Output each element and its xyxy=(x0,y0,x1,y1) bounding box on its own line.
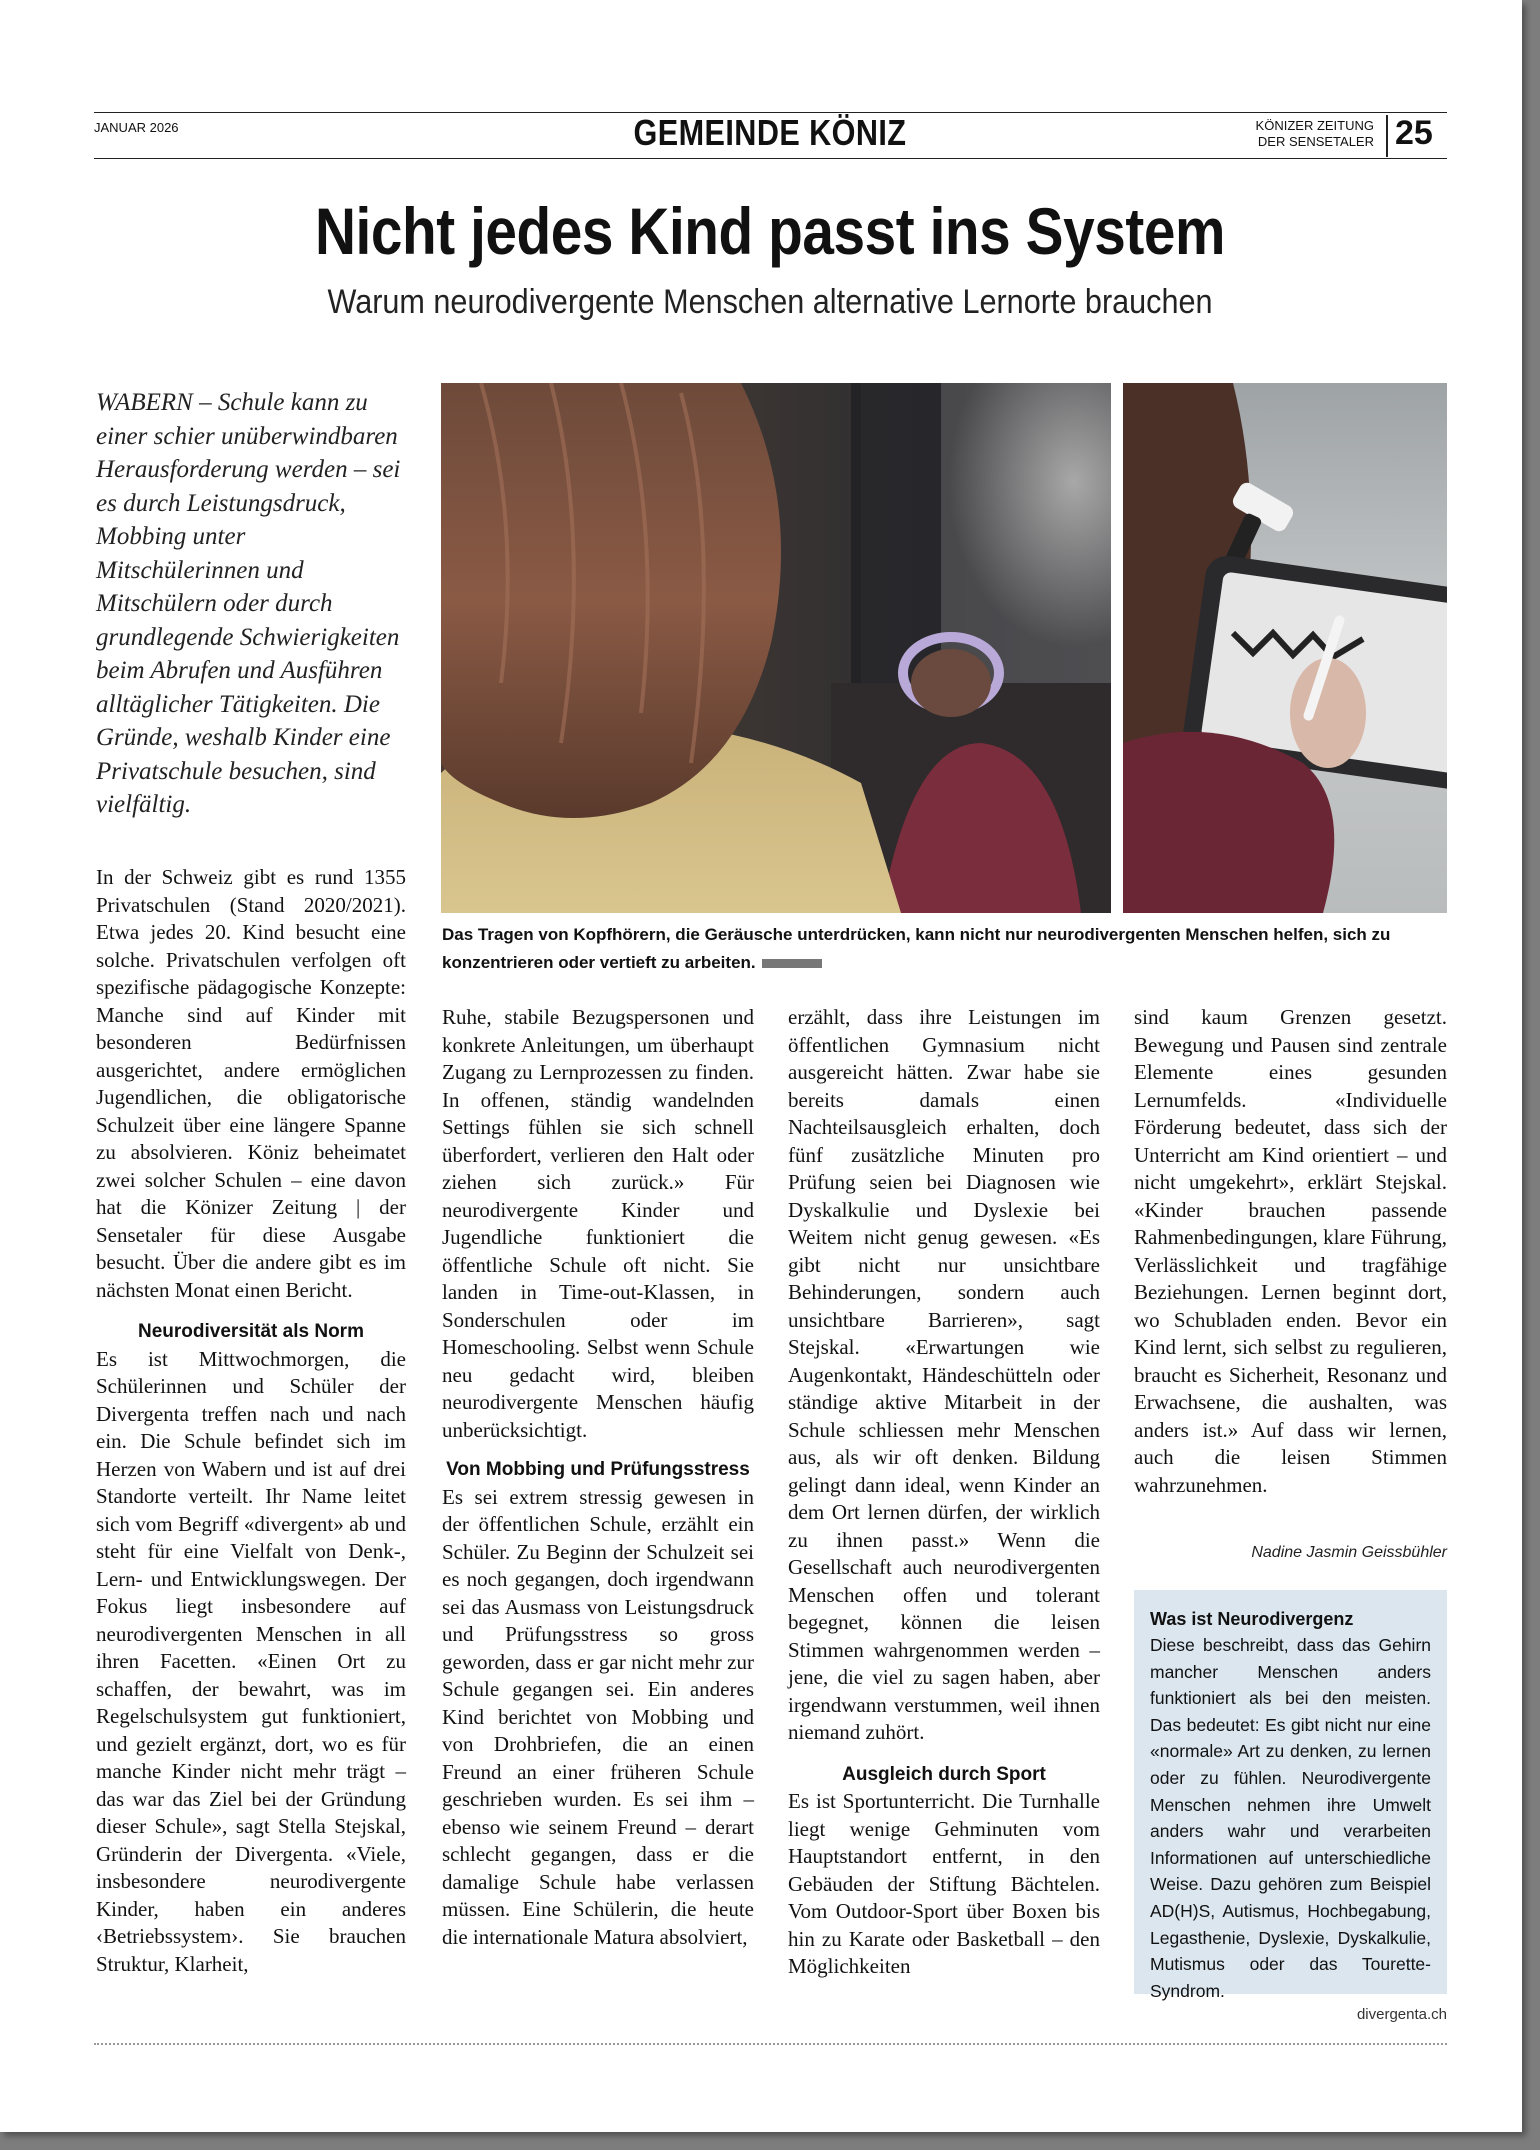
column-3-paragraph-1: erzählt, dass ihre Leistungen im öffentlichen Gymnasium nicht ausgereicht hätten. Zwar habe sie bereits damals einen Nachteilsausgleich erhalten, doch fünf zusätzliche Minuten pro Prüfung seien bei Diagnosen wie Dyskalkulie und Dyslexie bei Weitem nicht genug gewesen. «Es gibt nicht nur unsichtbare Behinderungen, sondern auch unsichtbare Barrieren», sagt Stejskal. «Erwartungen wie Augenkontakt, Händeschütteln oder ständige aktive Mitarbeit in der Schule schliessen mehr Menschen aus, als wir oft denken. Bildung gelingt dann ideal, wenn Kinder an dem Ort lernen dürfen, der wirklich zu ihnen passt.» Wenn die Gesellschaft auch neurodivergenten Menschen offen und tolerant begegnet, können die leisen Stimmen wahrgenommen werden – jene, die viel zu sagen haben, aber irgendwann verstummen, weil ihnen niemand zuhört. xyxy=(788,1005,1100,1744)
column-4-paragraph-1: sind kaum Grenzen gesetzt. Bewegung und Pausen sind zentrale Elemente eines gesunden Lernumfelds. «Individuelle Förderung bedeutet, dass sich der Unterricht am Kind orientiert – und nicht umgekehrt», erklärt Stejskal. «Kinder brauchen passende Rahmenbedingungen, klare Führung, Verlässlichkeit und tragfähige Beziehungen. Lernen beginnt dort, wo Schubladen enden. Bevor ein Kind lernt, sich selbst zu regulieren, braucht es Sicherheit, Resonanz und Erwachsene, die aushalten, was anders ist.» Auf dass wir lernen, auch die leisen Stimmen wahrzunehmen. xyxy=(1134,1005,1447,1497)
header-separator xyxy=(1386,115,1388,157)
photo-girl-long-hair-image xyxy=(441,383,1111,913)
article-column-3 xyxy=(788,1004,1100,1981)
article-subheadline: Warum neurodivergente Menschen alternative Lernorte brauchen xyxy=(327,283,1213,321)
photo-caption-text: Das Tragen von Kopfhörern, die Geräusche unterdrücken, kann nicht nur neurodivergenten Menschen helfen, sich zu konzentrieren oder vertieft zu arbeiten. xyxy=(442,925,1391,972)
subheading-mobbing: Von Mobbing und Prüfungsstress xyxy=(446,1459,750,1480)
column-2-paragraph-2: Es sei extrem stressig gewesen in der öffentlichen Schule, erzählt ein Schüler. Zu Beginn der Schulzeit sei es noch gegangen, doch irgendwann sei das Ausmass von Leistungsdruck und Prüfungsstress so gross geworden, dass er gar nicht mehr zur Schule gegangen sei. Ein anderes Kind berichtet von Mobbing und von Drohbriefen, die an einen Freund an einer früheren Schule geschrieben wurden. Es sei ihm – ebenso wie seinem Freund – derart schlecht gegangen, dass er die damalige Schule habe verlassen müssen. Eine Schülerin, die heute die internationale Matura absolviert, xyxy=(442,1484,754,1949)
article-author: Nadine Jasmin Geissbühler xyxy=(1251,1544,1447,1561)
subheading-sport: Ausgleich durch Sport xyxy=(842,1763,1046,1785)
article-column-1 xyxy=(96,864,406,1978)
info-box-text: Diese beschreibt, dass das Gehirn mancher Menschen anders funktioniert als bei den meisten. Das bedeutet: Es gibt nicht nur eine «normale» Art zu denken, zu lernen oder zu fühlen. Neurodivergente Menschen nehmen ihre Umwelt anders wahr und verarbeiten Informationen auf unterschiedliche Weise. Dazu gehören zum Beispiel AD(H)S, Autismus, Hochbegabung, Legasthenie, Dyslexie, Dyskalkulie, Mutismus oder das Tourette-Syndrom. xyxy=(1150,1635,1431,2001)
article-column-2 xyxy=(442,1004,754,1951)
column-3-paragraph-2: Es ist Sportunterricht. Die Turnhalle liegt wenige Gehminuten vom Hauptstandort entfernt, in den Gebäuden der Stiftung Bächtelen. Vom Outdoor-Sport über Boxen bis hin zu Karate oder Basketball – den Möglichkeiten xyxy=(788,1789,1100,1978)
column-1-paragraph-1: In der Schweiz gibt es rund 1355 Privatschulen (Stand 2020/2021). Etwa jedes 20. Kind besucht eine solche. Privatschulen verfolgen oft spezifische pädagogische Konzepte: Manche sind auf Kinder mit besonderen Bedürfnissen ausgerichtet, andere ermöglichen Jugendlichen, die obligatorische Schulzeit über eine längere Spanne zu absolvieren. Köniz beheimatet zwei solcher Schulen – eine davon hat die Könizer Zeitung | der Sensetaler für diese Ausgabe besucht. Über die andere gibt es im nächsten Monat einen Bericht. xyxy=(96,865,406,1302)
column-1-paragraph-2: Es ist Mittwochmorgen, die Schülerinnen und Schüler der Divergenta treffen nach und nach ein. Die Schule befindet sich im Herzen von Wabern und ist auf drei Standorte verteilt. Ihr Name leitet sich vom Begriff «divergent» ab und steht für eine Vielfalt von Denk-, Lern- und Entwicklungswegen. Der Fokus liegt insbesondere auf neurodivergenten Menschen in all ihren Facetten. «Einen Ort zu schaffen, der bewahrt, was im Regelschulsystem gut funktioniert, und gezielt ergänzt, dort, wo es für manche Kinder nicht mehr trägt – das war das Ziel bei der Gründung dieser Schule», sagt Stella Stejskal, Gründerin der Divergenta. «Viele, insbesondere neurodivergente Kinder, haben ein anderes ‹Betriebssystem›. Sie brauchen Struktur, Klarheit, xyxy=(96,1346,406,1976)
newspaper-name-line1: KÖNIZER ZEITUNG xyxy=(1255,118,1374,133)
issue-date: JANUAR 2026 xyxy=(94,120,179,135)
info-box-title: Was ist Neurodivergenz xyxy=(1150,1609,1354,1629)
newspaper-name xyxy=(1256,118,1374,150)
source-website: divergenta.ch xyxy=(1356,2006,1447,2023)
photo-girl-long-hair xyxy=(441,383,1111,913)
article-column-4 xyxy=(1134,1004,1447,1499)
page-number: 25 xyxy=(1395,114,1433,152)
photo-tablet-hands-image xyxy=(1123,383,1447,913)
header-bottom-rule xyxy=(94,158,1447,159)
article-lead: WABERN – Schule kann zu einer schier unüberwindbaren Herausforderung werden – sei es durch Leistungsdruck, Mobbing unter Mitschülerinnen und Mitschülern oder durch grundlegende Schwierigkeiten beim Abrufen und Ausführen alltäglicher Tätigkeiten. Die Gründe, weshalb Kinder eine Privatschule besuchen, sind vielfältig. xyxy=(96,389,401,818)
photo-caption xyxy=(442,921,1452,977)
section-title: GEMEINDE KÖNIZ xyxy=(633,112,907,153)
photo-tablet-hands xyxy=(1123,383,1447,913)
subheading-neurodiversitaet: Neurodiversität als Norm xyxy=(138,1321,364,1342)
info-box-neurodivergenz xyxy=(1134,1590,1447,2001)
article-headline: Nicht jedes Kind passt ins System xyxy=(314,194,1226,268)
footer-dotted-rule xyxy=(94,2043,1447,2045)
caption-end-mark xyxy=(762,959,822,968)
column-2-paragraph-1: Ruhe, stabile Bezugspersonen und konkrete Anleitungen, um überhaupt Zugang zu Lernprozessen zu finden. In offenen, ständig wandelnden Settings fühlen sie sich schnell überfordert, verlieren den Halt oder ziehen sich zurück.» Für neurodivergente Kinder und Jugendliche funktioniert die öffentliche Schule oft nicht. Sie landen in Time-out-Klassen, in Sonderschulen oder im Homeschooling. Selbst wenn Schule neu gedacht wird, bleiben neurodivergente Menschen häufig unberücksichtigt. xyxy=(442,1005,754,1442)
newspaper-name-line2: DER SENSETALER xyxy=(1257,134,1374,149)
